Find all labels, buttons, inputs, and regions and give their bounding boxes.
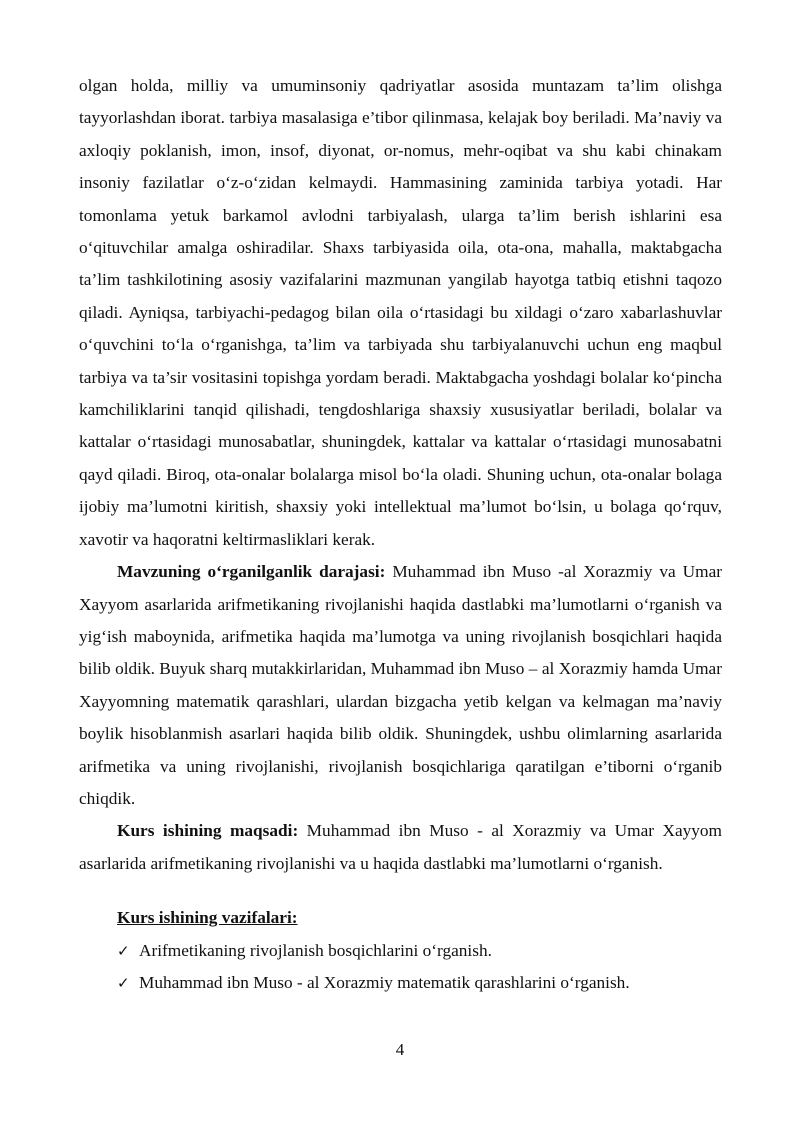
goal-paragraph xyxy=(79,815,722,880)
intro-paragraph: olgan holda, milliy va umuminsoniy qadriyatlar asosida muntazam ta’lim olishga tayyorlashdan iborat. tarbiya masalasiga e’tibor qilinmasa, kelajak boy beriladi. Ma’naviy va axloqiy poklanish, imon, insof, diyonat, or-nomus, mehr-oqibat va shu kabi chinakam insoniy fazilatlar o‘z-o‘zidan kelmaydi. Hammasining zaminida tarbiya yotadi. Har tomonlama yetuk barkamol avlodni tarbiyalash, ularga ta’lim berish ishlarini esa o‘qituvchilar amalga oshiradilar. Shaxs tarbiyasida oila, ota-ona, mahalla, maktabgacha ta’lim tashkilotining asosiy vazifalarini mazmunan yangilab hayotga tatbiq etishni taqozo qiladi. Ayniqsa, tarbiyachi-pedagog bilan oila o‘rtasidagi bu xildagi o‘zaro xabarlashuvlar o‘quvchini to‘la o‘rganishga, ta’lim va tarbiyada shu tarbiyalanuvchi uchun eng maqbul tarbiya va ta’sir vositasini topishga yordam beradi. Maktabgacha yoshdagi bolalar ko‘pincha kamchiliklarini tanqid qilishadi, tengdoshlariga shaxsiy xususiyatlar beriladi, bolalar va kattalar o‘rtasidagi munosabatlar, shuningdek, kattalar va kattalar o‘rtasidagi munosabatni qayd qiladi. Biroq, ota-onalar bolalarga misol bo‘la oladi. Shuning uchun, ota-onalar bolaga ijobiy ma’lumotni kiritish, shaxsiy yoki intellektual ma’lumot bo‘lsin, u bolaga qo‘rquv, xavotir va haqoratni keltirmasliklari kerak. xyxy=(79,76,722,549)
study-level-paragraph xyxy=(79,556,722,815)
tasks-list xyxy=(79,935,722,1000)
task-item-text: Arifmetikaning rivojlanish bosqichlarini o‘rganish. xyxy=(139,940,492,960)
checkmark-icon: ✓ xyxy=(117,941,130,960)
section-spacer xyxy=(79,880,722,902)
goal-label: Kurs ishining maqsadi: xyxy=(117,821,299,841)
list-item xyxy=(117,967,722,999)
goal-text: Muhammad ibn Muso - al Xorazmiy va Umar Xayyom asarlarida arifmetikaning rivojlanishi va u haqida dastlabki ma’lumotlarni o‘rganish. xyxy=(79,821,722,873)
checkmark-icon: ✓ xyxy=(117,973,130,992)
page-number: 4 xyxy=(395,1040,405,1059)
document-page xyxy=(79,70,722,999)
list-item xyxy=(117,935,722,967)
study-level-label: Mavzuning o‘rganilganlik darajasi: xyxy=(117,562,386,582)
tasks-heading: Kurs ishining vazifalari: xyxy=(117,908,298,928)
study-level-text: Muhammad ibn Muso -al Xorazmiy va Umar Xayyom asarlarida arifmetikaning rivojlanishi haqida dastlabki ma’lumotlarni o‘rganish va yig‘ish maboynida, arifmetika haqida ma’lumotga va uning rivojlanish bosqichlari haqida bilib oldik. Buyuk sharq mutakkirlaridan, Muhammad ibn Muso – al Xorazmiy hamda Umar Xayyomning matematik qarashlari, ulardan bizgacha yetib kelgan va kelmagan ma’naviy boylik hisoblanmish asarlari haqida bilib oldik. Shuningdek, ushbu olimlarning asarlarida arifmetika va uning rivojlanishi, rivojlanish bosqichlariga qaratilgan e’tiborni o‘rganib chiqdik. xyxy=(79,562,722,808)
task-item-text: Muhammad ibn Muso - al Xorazmiy matematik qarashlarini o‘rganish. xyxy=(139,972,630,992)
